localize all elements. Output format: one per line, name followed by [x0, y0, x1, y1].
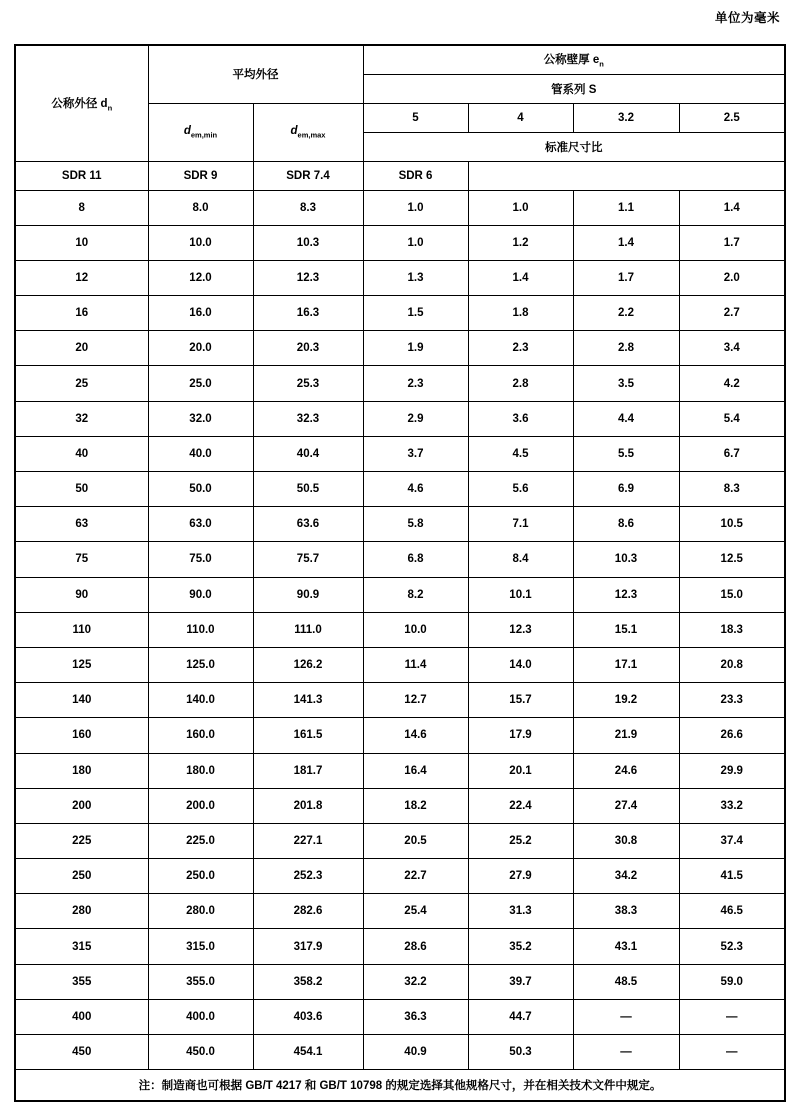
table-cell: 5.4: [679, 401, 785, 436]
table-cell: 46.5: [679, 894, 785, 929]
table-cell: 20.0: [148, 331, 253, 366]
table-cell: 110.0: [148, 612, 253, 647]
table-cell: 1.3: [363, 260, 468, 295]
table-row: [15, 894, 785, 929]
table-row: [15, 929, 785, 964]
table-cell: 34.2: [573, 859, 679, 894]
table-cell: 20.1: [468, 753, 573, 788]
table-cell: 32.0: [148, 401, 253, 436]
table-cell: 27.4: [573, 788, 679, 823]
table-row: [15, 366, 785, 401]
table-cell: 33.2: [679, 788, 785, 823]
table-cell: 140.0: [148, 683, 253, 718]
table-cell: 450: [15, 1035, 148, 1070]
table-cell: 1.4: [679, 190, 785, 225]
table-cell: 32.2: [363, 964, 468, 999]
table-cell: 12: [15, 260, 148, 295]
table-cell: 40.4: [253, 436, 363, 471]
header-nominal-wall: [363, 45, 785, 74]
header-sdr-4: SDR 6: [363, 161, 468, 190]
table-cell: 2.2: [573, 296, 679, 331]
table-cell: 1.7: [679, 225, 785, 260]
table-cell: 50.3: [468, 1035, 573, 1070]
unit-note: 单位为毫米: [714, 11, 780, 25]
table-cell: 16.3: [253, 296, 363, 331]
table-cell: 38.3: [573, 894, 679, 929]
table-cell: —: [679, 999, 785, 1034]
table-cell: 90.9: [253, 577, 363, 612]
table-cell: 227.1: [253, 823, 363, 858]
table-cell: 1.0: [363, 225, 468, 260]
header-nominal-wall-label: 公称壁厚 e: [543, 54, 600, 67]
table-cell: 43.1: [573, 929, 679, 964]
header-row-1: [15, 45, 785, 74]
table-cell: 22.7: [363, 859, 468, 894]
table-cell: 1.0: [468, 190, 573, 225]
header-mean-min-sub: em,min: [190, 130, 218, 140]
table-cell: 140: [15, 683, 148, 718]
table-cell: 63.6: [253, 507, 363, 542]
table-cell: 18.2: [363, 788, 468, 823]
table-cell: 1.2: [468, 225, 573, 260]
table-cell: 10.5: [679, 507, 785, 542]
table-cell: 400: [15, 999, 148, 1034]
table-cell: 1.5: [363, 296, 468, 331]
pipe-dimensions-table: [14, 44, 786, 1102]
table-cell: 16.4: [363, 753, 468, 788]
table-cell: 12.5: [679, 542, 785, 577]
header-nominal-diameter-sub: n: [107, 102, 113, 112]
table-cell: 16: [15, 296, 148, 331]
table-cell: 25.0: [148, 366, 253, 401]
table-cell: 8.6: [573, 507, 679, 542]
table-row: [15, 577, 785, 612]
table-cell: 15.7: [468, 683, 573, 718]
table-cell: 280: [15, 894, 148, 929]
table-row: [15, 1035, 785, 1070]
table-cell: 250.0: [148, 859, 253, 894]
table-cell: 4.6: [363, 472, 468, 507]
table-cell: 355: [15, 964, 148, 999]
table-footer: [15, 1070, 785, 1102]
table-cell: 5.8: [363, 507, 468, 542]
table-row: [15, 436, 785, 471]
table-cell: 32.3: [253, 401, 363, 436]
header-mean-min: [148, 103, 253, 161]
table-row: [15, 190, 785, 225]
table-cell: 37.4: [679, 823, 785, 858]
table-cell: 110: [15, 612, 148, 647]
table-cell: 19.2: [573, 683, 679, 718]
table-cell: 4.5: [468, 436, 573, 471]
table-cell: 50: [15, 472, 148, 507]
table-cell: 111.0: [253, 612, 363, 647]
table-cell: 41.5: [679, 859, 785, 894]
table-row: [15, 788, 785, 823]
table-cell: 20.3: [253, 331, 363, 366]
table-cell: 8.0: [148, 190, 253, 225]
table-row: [15, 225, 785, 260]
table-cell: 40.0: [148, 436, 253, 471]
table-cell: 63.0: [148, 507, 253, 542]
table-cell: 23.3: [679, 683, 785, 718]
table-cell: 32: [15, 401, 148, 436]
table-cell: 8.4: [468, 542, 573, 577]
table-cell: 1.8: [468, 296, 573, 331]
table-cell: 10.1: [468, 577, 573, 612]
table-cell: 27.9: [468, 859, 573, 894]
table-row: [15, 999, 785, 1034]
table-cell: 400.0: [148, 999, 253, 1034]
table-cell: 180: [15, 753, 148, 788]
table-cell: 126.2: [253, 647, 363, 682]
table-cell: 10.0: [148, 225, 253, 260]
table-cell: 5.6: [468, 472, 573, 507]
table-cell: 8.3: [679, 472, 785, 507]
table-cell: —: [573, 1035, 679, 1070]
table-cell: 14.6: [363, 718, 468, 753]
table-cell: 10.3: [253, 225, 363, 260]
table-row: [15, 472, 785, 507]
table-cell: 160: [15, 718, 148, 753]
table-cell: 90.0: [148, 577, 253, 612]
table-cell: 52.3: [679, 929, 785, 964]
table-cell: 11.4: [363, 647, 468, 682]
table-cell: 18.3: [679, 612, 785, 647]
table-cell: 181.7: [253, 753, 363, 788]
table-cell: 75.0: [148, 542, 253, 577]
table-cell: 1.4: [573, 225, 679, 260]
table-row: [15, 859, 785, 894]
table-cell: 6.9: [573, 472, 679, 507]
table-cell: 2.9: [363, 401, 468, 436]
table-cell: 454.1: [253, 1035, 363, 1070]
table-cell: 3.5: [573, 366, 679, 401]
table-cell: 22.4: [468, 788, 573, 823]
table-cell: 20.8: [679, 647, 785, 682]
table-row: [15, 647, 785, 682]
header-mean-min-symbol: d: [183, 124, 191, 137]
table-cell: 30.8: [573, 823, 679, 858]
table-cell: 7.1: [468, 507, 573, 542]
table-cell: 200: [15, 788, 148, 823]
table-row: [15, 683, 785, 718]
table-cell: 2.7: [679, 296, 785, 331]
table-cell: 20.5: [363, 823, 468, 858]
table-cell: 31.3: [468, 894, 573, 929]
table-cell: 12.3: [253, 260, 363, 295]
header-standard-ratio: 标准尺寸比: [363, 132, 785, 161]
table-cell: 125.0: [148, 647, 253, 682]
table-cell: 24.6: [573, 753, 679, 788]
table-cell: 180.0: [148, 753, 253, 788]
table-cell: 2.3: [468, 331, 573, 366]
header-mean-max-symbol: d: [290, 124, 298, 137]
table-cell: 40: [15, 436, 148, 471]
table-cell: 1.0: [363, 190, 468, 225]
table-cell: 39.7: [468, 964, 573, 999]
table-cell: 201.8: [253, 788, 363, 823]
table-row: [15, 823, 785, 858]
table-cell: 3.4: [679, 331, 785, 366]
table-cell: 25.2: [468, 823, 573, 858]
table-cell: 21.9: [573, 718, 679, 753]
table-cell: 8: [15, 190, 148, 225]
table-cell: —: [679, 1035, 785, 1070]
table-cell: 315.0: [148, 929, 253, 964]
table-body: [15, 190, 785, 1070]
table-cell: 50.0: [148, 472, 253, 507]
table-cell: 141.3: [253, 683, 363, 718]
table-cell: 2.8: [573, 331, 679, 366]
table-cell: 75.7: [253, 542, 363, 577]
header-series-value-1: 5: [363, 103, 468, 132]
table-cell: 225: [15, 823, 148, 858]
table-row: [15, 260, 785, 295]
table-cell: 12.7: [363, 683, 468, 718]
table-cell: 35.2: [468, 929, 573, 964]
table-cell: 25: [15, 366, 148, 401]
table-cell: 15.0: [679, 577, 785, 612]
table-cell: 63: [15, 507, 148, 542]
table-cell: 8.2: [363, 577, 468, 612]
table-cell: 2.3: [363, 366, 468, 401]
table-row: [15, 401, 785, 436]
table-cell: 2.8: [468, 366, 573, 401]
header-nominal-diameter: [15, 45, 148, 161]
table-cell: 44.7: [468, 999, 573, 1034]
table-cell: 2.0: [679, 260, 785, 295]
table-cell: 160.0: [148, 718, 253, 753]
table-cell: 4.4: [573, 401, 679, 436]
table-cell: 250: [15, 859, 148, 894]
table-row: [15, 331, 785, 366]
table-cell: 317.9: [253, 929, 363, 964]
table-cell: 59.0: [679, 964, 785, 999]
table-cell: 1.1: [573, 190, 679, 225]
table-cell: 75: [15, 542, 148, 577]
header-sdr-1: SDR 11: [15, 161, 148, 190]
table-cell: —: [573, 999, 679, 1034]
header-mean-max-sub: em,max: [297, 130, 326, 140]
header-pipe-series: 管系列 S: [363, 74, 785, 103]
header-nominal-diameter-label: 公称外径 d: [51, 97, 108, 110]
table-cell: 450.0: [148, 1035, 253, 1070]
table-cell: 6.7: [679, 436, 785, 471]
table-cell: 1.7: [573, 260, 679, 295]
table-cell: 125: [15, 647, 148, 682]
header-sdr-3: SDR 7.4: [253, 161, 363, 190]
table-cell: 1.9: [363, 331, 468, 366]
table-row: [15, 296, 785, 331]
table-cell: 90: [15, 577, 148, 612]
table-cell: 36.3: [363, 999, 468, 1034]
table-cell: 12.3: [468, 612, 573, 647]
table-row: [15, 507, 785, 542]
table-cell: 12.3: [573, 577, 679, 612]
table-cell: 25.3: [253, 366, 363, 401]
table-cell: 10.0: [363, 612, 468, 647]
table-cell: 3.6: [468, 401, 573, 436]
header-nominal-wall-sub: n: [599, 59, 604, 69]
table-cell: 12.0: [148, 260, 253, 295]
table-cell: 355.0: [148, 964, 253, 999]
table-cell: 10.3: [573, 542, 679, 577]
table-header: [15, 45, 785, 190]
table-cell: 252.3: [253, 859, 363, 894]
table-cell: 17.9: [468, 718, 573, 753]
header-series-value-4: 2.5: [679, 103, 785, 132]
table-row: [15, 542, 785, 577]
table-row: [15, 718, 785, 753]
header-row-5: [15, 161, 785, 190]
table-cell: 403.6: [253, 999, 363, 1034]
table-cell: 161.5: [253, 718, 363, 753]
table-cell: 26.6: [679, 718, 785, 753]
header-sdr-2: SDR 9: [148, 161, 253, 190]
table-cell: 20: [15, 331, 148, 366]
header-mean-max: [253, 103, 363, 161]
table-cell: 282.6: [253, 894, 363, 929]
table-cell: 29.9: [679, 753, 785, 788]
table-cell: 3.7: [363, 436, 468, 471]
table-row: [15, 964, 785, 999]
table-cell: 4.2: [679, 366, 785, 401]
header-series-value-2: 4: [468, 103, 573, 132]
header-series-value-3: 3.2: [573, 103, 679, 132]
table-cell: 48.5: [573, 964, 679, 999]
table-cell: 25.4: [363, 894, 468, 929]
table-cell: 5.5: [573, 436, 679, 471]
table-cell: 225.0: [148, 823, 253, 858]
table-cell: 10: [15, 225, 148, 260]
table-row: [15, 612, 785, 647]
table-cell: 40.9: [363, 1035, 468, 1070]
table-cell: 16.0: [148, 296, 253, 331]
table-cell: 17.1: [573, 647, 679, 682]
table-cell: 200.0: [148, 788, 253, 823]
header-mean-outer-diameter: 平均外径: [148, 45, 363, 103]
table-cell: 1.4: [468, 260, 573, 295]
table-cell: 280.0: [148, 894, 253, 929]
table-cell: 6.8: [363, 542, 468, 577]
table-row: [15, 753, 785, 788]
table-cell: 358.2: [253, 964, 363, 999]
table-cell: 50.5: [253, 472, 363, 507]
table-cell: 8.3: [253, 190, 363, 225]
table-cell: 28.6: [363, 929, 468, 964]
table-cell: 15.1: [573, 612, 679, 647]
table-cell: 14.0: [468, 647, 573, 682]
table-cell: 315: [15, 929, 148, 964]
table-note: 注：制造商也可根据 GB/T 4217 和 GB/T 10798 的规定选择其他规格尺寸，并在相关技术文件中规定。: [15, 1070, 785, 1102]
